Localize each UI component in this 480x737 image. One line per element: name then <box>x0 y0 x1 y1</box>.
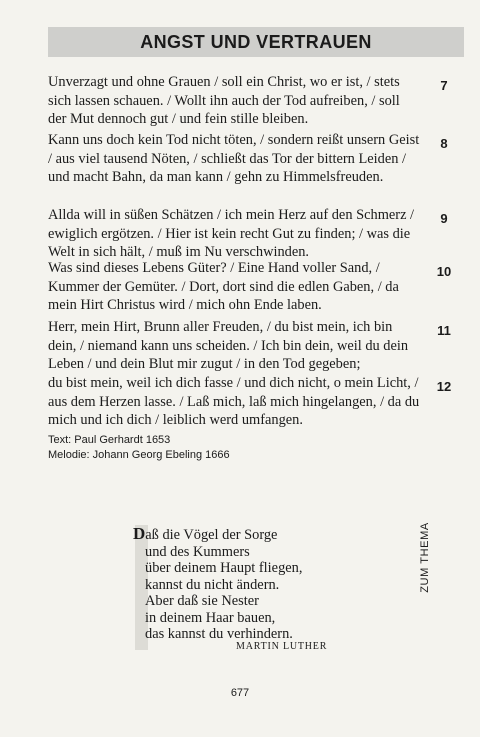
text-credit: Text: Paul Gerhardt 1653 <box>48 434 171 446</box>
drop-initial: D <box>133 524 146 543</box>
verse-number: 8 <box>440 136 448 151</box>
verse-text: Herr, mein Hirt, Brunn aller Freuden, / du bist mein, ich bin dein, / niemand kann uns scheiden. / Ich bin dein, weil du dein Leben / und dein Blut mir zugut / in den Tod gegeben; <box>48 319 409 372</box>
verse-number: 12 <box>436 379 452 394</box>
verse-text: du bist mein, weil ich dich fasse / und dich nicht, o mein Licht, / aus dem Herzen lasse. / Laß mich, laß mich hingelangen, / da du mich und ich dich / leiblich werd umfangen. <box>48 375 420 428</box>
verse-number: 10 <box>436 264 452 279</box>
quote-author: MARTIN LUTHER <box>236 641 328 652</box>
luther-quote <box>133 526 353 643</box>
page-number: 677 <box>230 687 250 699</box>
side-label: ZUM THEMA <box>419 522 431 593</box>
verse-number: 11 <box>437 323 451 338</box>
section-title: ANGST UND VERTRAUEN <box>140 32 372 52</box>
quote-line-first <box>133 526 353 544</box>
quote-line: Aber daß sie Nester <box>145 593 259 609</box>
quote-line: über deinem Haupt fliegen, <box>145 560 303 576</box>
verse-text: Unverzagt und ohne Grauen / soll ein Christ, wo er ist, / stets sich lassen schauen. / Wollt ihn auch der Tod aufreiben, / soll der Mut dennoch gut / und fein stille bleiben. <box>48 74 400 127</box>
quote-line: und des Kummers <box>145 543 250 560</box>
verse-text: Kann uns doch kein Tod nicht töten, / sondern reißt unsern Geist / aus viel tausend Nöten, / schließt das Tor der bittern Leiden / und macht Bahn, da man kann / gehn zu Himmelsfreuden. <box>48 132 420 185</box>
quote-line: das kannst du verhindern. <box>145 626 293 642</box>
melody-credit: Melodie: Johann Georg Ebeling 1666 <box>48 449 230 461</box>
verse-number: 9 <box>440 211 448 226</box>
verse-text: Allda will in süßen Schätzen / ich mein Herz auf den Schmerz / ewiglich ergötzen. / Hier ist kein recht Gut zu finden; / was die Welt in sich hält, / muß im Nu verschwinden. <box>48 207 415 260</box>
quote-line: in deinem Haar bauen, <box>145 609 276 626</box>
quote-line: kannst du nicht ändern. <box>145 576 280 593</box>
verse-number: 7 <box>440 78 448 93</box>
quote-line-first-rest: aß die Vögel der Sorge <box>145 527 278 543</box>
verse-text: Was sind dieses Lebens Güter? / Eine Hand voller Sand, / Kummer der Gemüter. / Dort, dort sind die edlen Gaben, / da mein Hirt Christus wird / mich ohn Ende laben. <box>48 260 399 313</box>
